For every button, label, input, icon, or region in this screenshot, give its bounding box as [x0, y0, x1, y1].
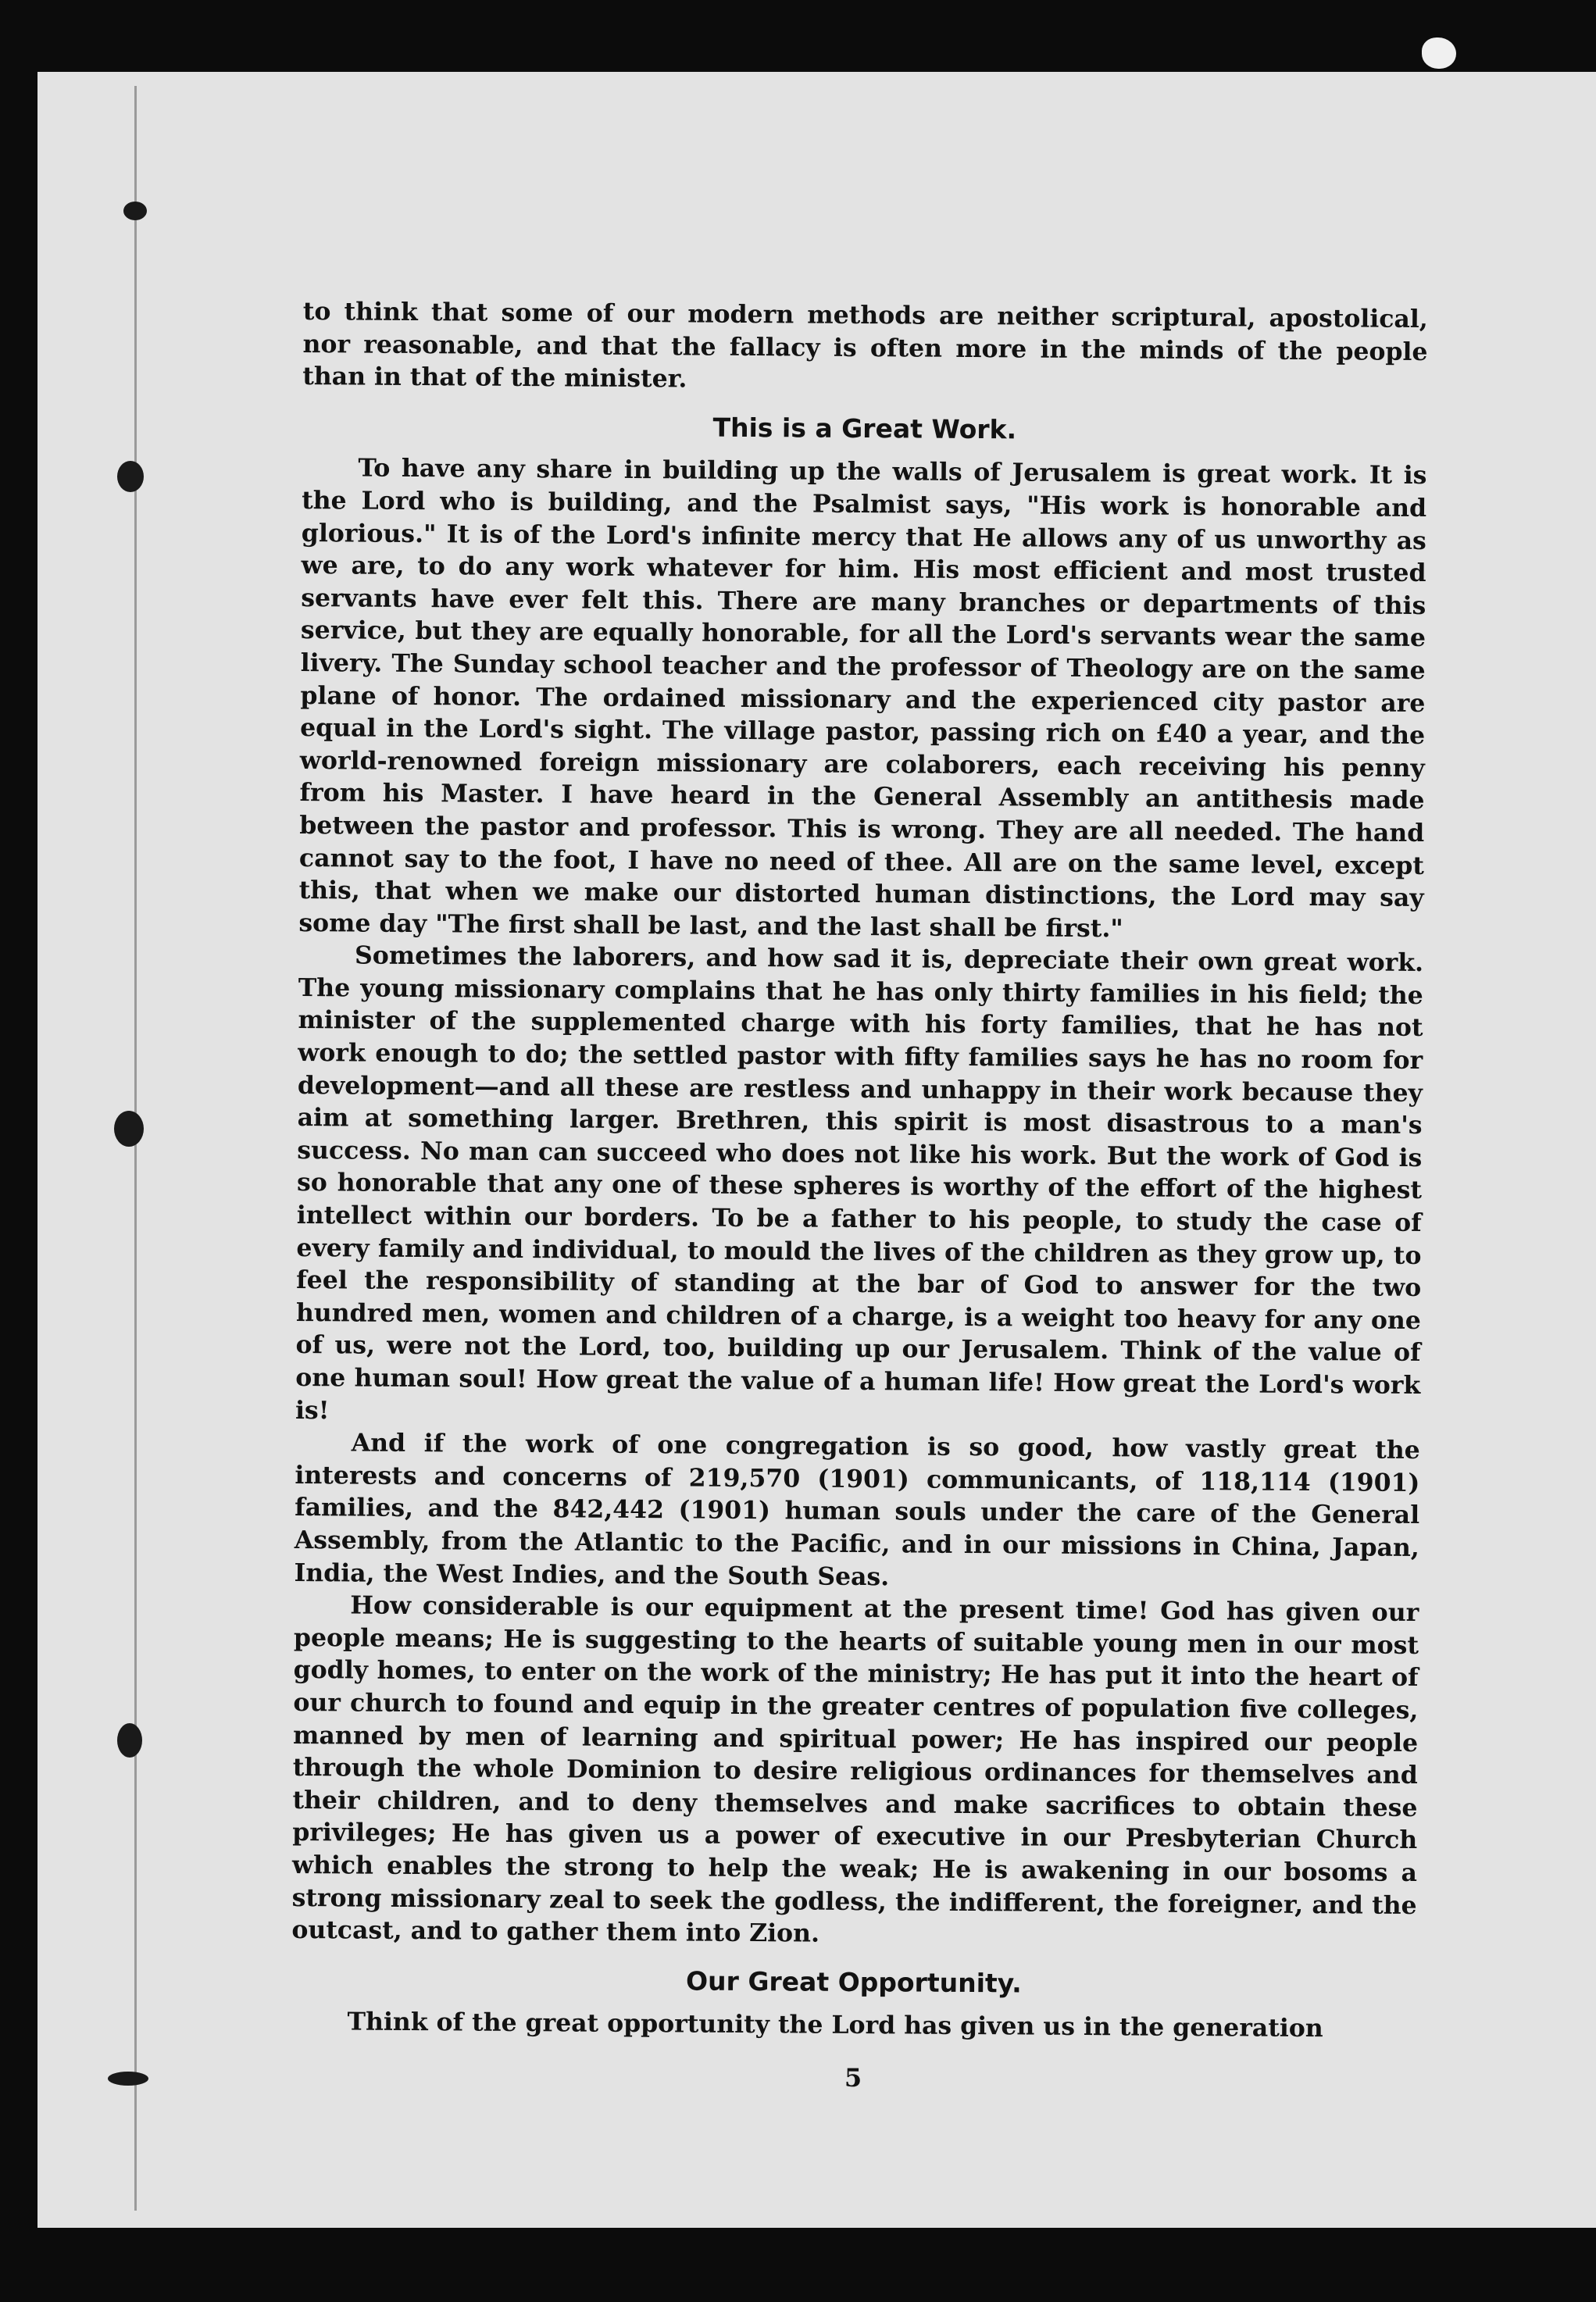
- binding-edge: [134, 86, 137, 2211]
- paragraph: To have any share in building up the walls of Jerusalem is great work. It is the Lord who is building, and the Psalmist says, "His work is honorable and glorious." It is of the Lord's infinite mercy that He allows any of us unworthy as we are, to do any work whatever for him. His most efficient and most trusted servants have ever felt this. There are many branches or departments of this service, but they are equally honorable, for all the Lord's servants wear the same livery. The Sunday school teacher and the professor of Theology are on the same plane of honor. The ordained missionary and the experienced city pastor are equal in the Lord's sight. The village pastor, passing rich on £40 a year, and the world-renowned foreign missionary are colaborers, each receiving his penny from his Master. I have heard in the General Assembly an antithesis made between the pastor and professor. This is wrong. They are all needed. The hand cannot say to the foot, I have no need of thee. All are on the same level, except this, that when we make our distorted human distinctions, the Lord may say some day "The first shall be last, and the last shall be first.": [298, 453, 1427, 944]
- paragraph: Sometimes the laborers, and how sad it is, depreciate their own great work. The young missionary complains that he has only thirty families in his field; the minister of the supplemented charge with his forty families, that he has not work enough to do; the settled pastor with fifty families says he has no room for development—and all these are restless and unhappy in their work because they aim at something larger. Brethren, this spirit is most disastrous to a man's success. No man can succeed who does not like his work. But the work of God is so honorable that any one of these spheres is worthy of the effort of the highest intellect within our borders. To be a father to his people, to study the case of every family and individual, to mould the lives of the children as they grow up, to feel the responsibility of standing at the bar of God to answer for the two hundred men, women and children of a charge, is a weight too heavy for any one of us, were not the Lord, too, building up our Jerusalem. Think of the value of one human soul! How great the value of a human life! How great the Lord's work is!: [295, 940, 1424, 1425]
- binding-hole-3: [114, 1111, 144, 1147]
- binding-hole-4: [117, 1723, 142, 1758]
- paragraph: How considerable is our equipment at the present time! God has given our people means; He is suggesting to the hearts of suitable young men in our most godly homes, to enter on the work of the ministry; He has put it into the heart of our church to found and equip in the greater centres of population five colleges, manned by men of learning and spiritual power; He has inspired our people through the whole Dominion to desire religious ordinances for themselves and their children, and to deny themselves and make sacrifices to obtain these privileges; He has given us a power of executive in our Presbyterian Church which enables the strong to help the weak; He is awakening in our bosoms a strong missionary zeal to seek the godless, the indifferent, the foreigner, and the outcast, and to gather them into Zion.: [291, 1590, 1419, 1948]
- opening-paragraph: to think that some of our modern methods are neither scriptural, apostolical, nor reasonable, and that the fallacy is often more in the minds of the people than in that of the minister.: [302, 296, 1428, 394]
- section-heading-great-work: This is a Great Work.: [712, 412, 1017, 445]
- corner-mark: [1422, 37, 1456, 69]
- paragraph: Think of the great opportunity the Lord has given us in the generation: [347, 2007, 1323, 2043]
- paragraph: And if the work of one congregation is so good, how vastly great the interests and concerns of 219,570 (1901) communicants, of 118,114 (1901) families, and the 842,442 (1901) human souls under the care of the General Assembly, from the Atlantic to the Pacific, and in our missions in China, Japan, India, the West Indies, and the South Seas.: [294, 1428, 1420, 1591]
- page-number: 5: [844, 2062, 862, 2093]
- binding-hole-5: [108, 2072, 148, 2086]
- document-body: [291, 295, 1428, 2098]
- binding-hole-1: [123, 202, 147, 220]
- section-heading-opportunity: Our Great Opportunity.: [685, 1965, 1022, 1999]
- binding-hole-2: [117, 461, 144, 492]
